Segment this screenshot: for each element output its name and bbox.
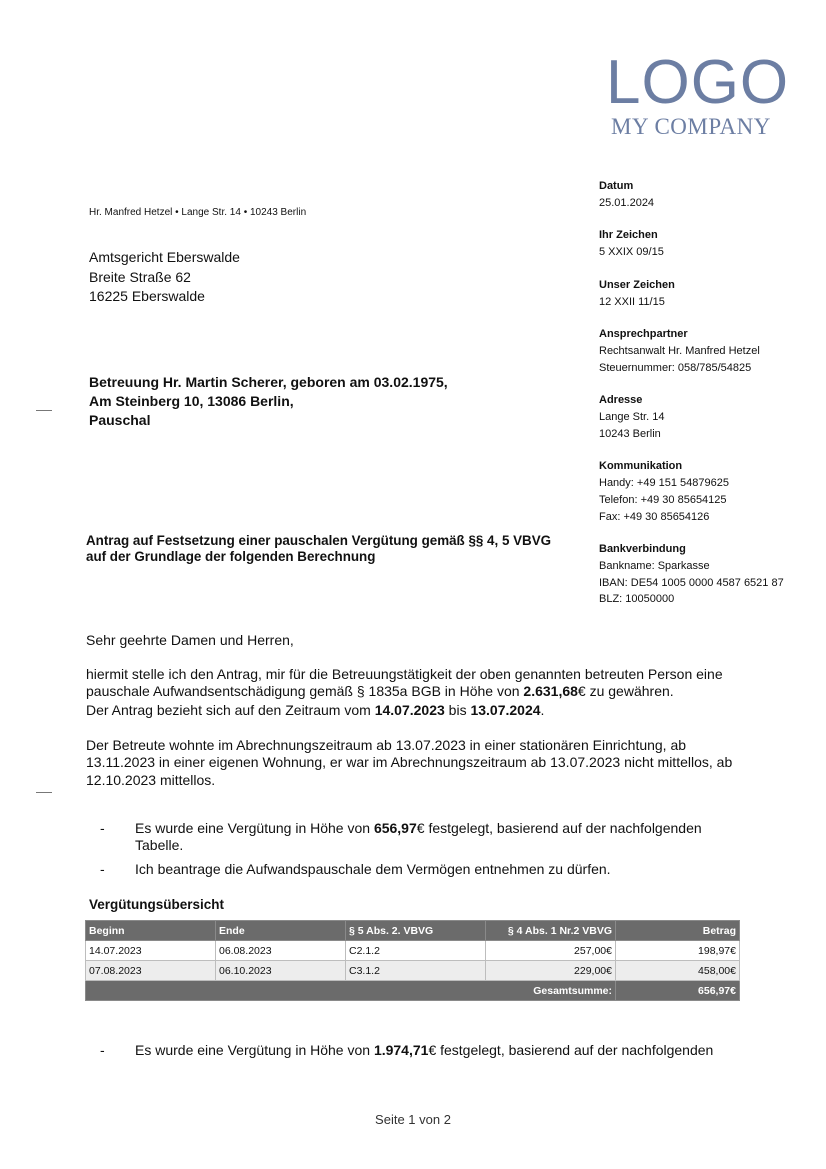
request-title [86,533,551,565]
table-cell: 458,00€ [616,961,740,981]
sidebar-title: Unser Zeichen [599,278,675,291]
column-header: § 5 Abs. 2. VBVG [346,921,486,941]
bullet-text [135,820,735,854]
table-cell: C3.1.2 [346,961,486,981]
bullet-item [100,1042,740,1062]
sidebar-title: Kommunikation [599,460,683,473]
bullet-text-part: € festgelegt, basierend auf der nachfolgenden [428,1042,714,1058]
subject-line: Am Steinberg 10, 13086 Berlin, [89,393,294,409]
table-cell: 06.08.2023 [216,941,346,961]
sidebar-value: Rechtsanwalt Hr. Manfred Hetzel [599,344,760,357]
sidebar-value: BLZ: 10050000 [599,593,675,606]
table-cell: 06.10.2023 [216,961,346,981]
bank-block [599,541,819,608]
table-total-row [86,981,740,1001]
table-row [86,961,740,981]
company-name: MY COMPANY [611,114,771,139]
bullet-text: Ich beantrage die Aufwandspauschale dem Vermögen entnehmen zu dürfen. [135,861,611,877]
total-label: Gesamtsumme: [86,981,616,1001]
bullet-item [100,861,740,881]
sender-line: Hr. Manfred Hetzel • Lange Str. 14 • 10243 Berlin [89,207,307,218]
recipient-line: Breite Straße 62 [89,268,191,285]
title-line: auf der Grundlage der folgenden Berechnung [86,549,376,564]
subject [89,373,448,430]
period-end: 13.07.2024 [470,702,541,718]
paragraph-text: bis [444,702,471,718]
bullet-amount: 1.974,71 [373,1042,429,1058]
table-row [86,941,740,961]
paragraph-text: hiermit stelle ich den Antrag, mir für die Betreuungstätigkeit der oben genannten betreuten Person eine pauschale Aufwandsentschädigung gemäß § 1835a BGB in Höhe von [86,666,723,700]
sidebar-value: Bankname: Sparkasse [599,559,710,572]
recipient-line: 16225 Eberswalde [89,288,205,304]
communication-block [599,458,819,525]
table-cell: 257,00€ [486,941,616,961]
residence-paragraph: Der Betreute wohnte im Abrechnungszeitraum ab 13.07.2023 in einer stationären Einrichtung, ab 13.11.2023 in einer eigenen Wohnung, er war im Abrechnungszeitraum ab 13.07.2023 nicht mittellos, ab 12.10.2023 mittellos. [86,737,733,788]
table-cell: 14.07.2023 [86,941,216,961]
table-cell: 07.08.2023 [86,961,216,981]
sidebar-title: Ihr Zeichen [599,229,658,242]
table-cell: C2.1.2 [346,941,486,961]
sidebar-value: 10243 Berlin [599,427,661,440]
fold-mark [36,410,52,411]
table-header-row [86,921,740,941]
total-value: 656,97€ [616,981,740,1001]
paragraph-text: . [540,702,545,718]
sidebar-value: 5 XXIX 09/15 [599,246,664,259]
column-header: Ende [216,921,346,941]
total-amount: 2.631,68 [523,683,578,700]
column-header: Beginn [86,921,216,941]
sidebar-value: Fax: +49 30 85654126 [599,510,710,523]
company-logo: LOGO [606,48,790,117]
period-start: 14.07.2023 [374,702,445,718]
recipient-line: Amtsgericht Eberswalde [89,249,240,265]
table-cell: 229,00€ [486,961,616,981]
bullet-text-part: Es wurde eine Vergütung in Höhe von [135,1042,374,1058]
title-line: Antrag auf Festsetzung einer pauschalen Vergütung gemäß §§ 4, 5 VBVG [86,533,552,548]
bullet-text-part: Es wurde eine Vergütung in Höhe von [135,820,374,836]
subject-line: Pauschal [89,412,151,428]
table-title: Vergütungsübersicht [89,897,225,912]
fold-mark [36,792,52,793]
bullet-item [100,820,740,856]
recipient-address [89,248,240,307]
contact-person-block [599,326,819,376]
info-sidebar [599,178,819,624]
our-reference-block [599,277,819,310]
your-reference-block [599,227,819,260]
bullet-text [135,1042,775,1059]
sidebar-value: Lange Str. 14 [599,411,665,424]
sidebar-value: 25.01.2024 [599,196,655,209]
sidebar-value: Handy: +49 151 54879625 [599,477,729,490]
sidebar-title: Datum [599,180,634,192]
column-header: § 4 Abs. 1 Nr.2 VBVG [486,921,616,941]
sidebar-value: Steuernummer: 058/785/54825 [599,361,752,374]
sidebar-value: 12 XXII 11/15 [599,295,665,308]
sidebar-value: Telefon: +49 30 85654125 [599,493,727,506]
sidebar-title: Bankverbindung [599,543,686,556]
column-header: Betrag [616,921,740,941]
paragraph-text: € zu gewähren. [577,683,674,700]
page-number: Seite 1 von 2 [375,1112,451,1127]
table-cell: 198,97€ [616,941,740,961]
sidebar-value: IBAN: DE54 1005 0000 4587 6521 87 [599,576,784,589]
bullet-text-part: € festgelegt, basierend auf der nachfolgenden Tabelle. [135,820,702,853]
bullet-dash: - [100,1042,105,1058]
request-paragraph [86,666,746,701]
bullet-dash: - [100,861,105,877]
sidebar-title: Ansprechpartner [599,328,688,341]
compensation-table [85,920,740,1001]
sidebar-title: Adresse [599,394,643,407]
period-paragraph [86,702,746,719]
subject-line: Betreuung Hr. Martin Scherer, geboren am 03.02.1975, [89,374,448,390]
greeting: Sehr geehrte Damen und Herren, [86,632,294,648]
date-block [599,178,819,211]
bullet-dash: - [100,820,105,836]
address-block [599,392,819,442]
bullet-amount: 656,97 [373,820,417,836]
paragraph-text: Der Antrag bezieht sich auf den Zeitraum vom [86,702,375,718]
